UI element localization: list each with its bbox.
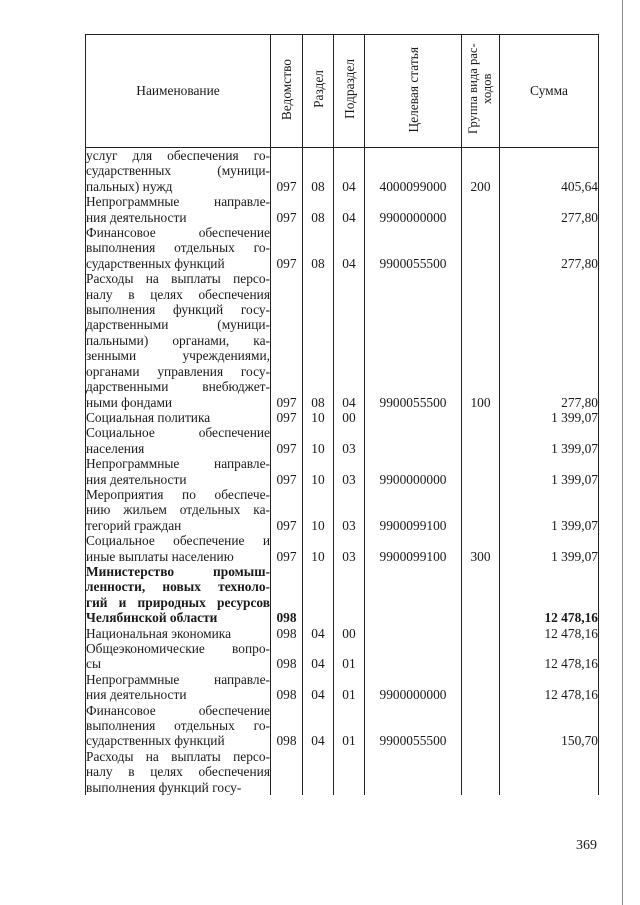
name-line: гий и природных ресурсов	[86, 594, 270, 610]
cell-expense-group: 200	[462, 148, 500, 195]
cell-subsection	[334, 564, 365, 626]
name-line: населения	[86, 440, 145, 456]
header-name: Наименование	[86, 35, 271, 148]
cell-sum: 1 399,07	[500, 410, 599, 425]
name-line: Челябинской области	[86, 610, 218, 626]
cell-section: 08	[303, 148, 334, 195]
cell-subsection: 01	[334, 672, 365, 703]
table-row	[86, 626, 599, 641]
cell-section	[303, 749, 334, 795]
header-subsection: Подраздел	[334, 35, 365, 148]
name-line: Расходы на выплаты персо-	[86, 748, 270, 764]
cell-target	[365, 749, 462, 795]
cell-department	[271, 749, 303, 795]
cell-subsection: 03	[334, 425, 365, 456]
cell-subsection: 01	[334, 641, 365, 672]
cell-subsection: 04	[334, 194, 365, 225]
name-line: налу в целях обеспечения	[86, 286, 270, 302]
cell-subsection: 01	[334, 703, 365, 749]
table-row	[86, 703, 599, 749]
cell-subsection	[334, 749, 365, 795]
name-line: сударственных функций	[86, 733, 225, 749]
cell-department: 097	[271, 194, 303, 225]
name-line: тегорий граждан	[86, 517, 182, 533]
cell-name	[86, 425, 271, 456]
cell-sum: 277,80	[500, 194, 599, 225]
table-row	[86, 564, 599, 626]
cell-expense-group	[462, 225, 500, 271]
table-row	[86, 225, 599, 271]
name-line: нию жильем отдельных ка-	[86, 502, 270, 518]
cell-expense-group	[462, 672, 500, 703]
name-line: пальных) нужд	[86, 178, 173, 194]
header-target: Целевая статья	[365, 35, 462, 148]
name-line: Непрограммные направле-	[86, 456, 270, 472]
name-line: сударственных (муници-	[86, 163, 270, 179]
name-line: выполнения отдельных го-	[86, 240, 270, 256]
cell-sum: 12 478,16	[500, 641, 599, 672]
name-line: Расходы на выплаты персо-	[86, 271, 270, 287]
table-row	[86, 148, 599, 195]
cell-expense-group	[462, 456, 500, 487]
name-line: Непрограммные направле-	[86, 671, 270, 687]
cell-expense-group	[462, 425, 500, 456]
cell-sum: 277,80	[500, 225, 599, 271]
name-line: органами управления госу-	[86, 363, 270, 379]
cell-name	[86, 533, 271, 564]
cell-name	[86, 456, 271, 487]
page-edge-line	[622, 0, 623, 905]
cell-section: 10	[303, 410, 334, 425]
cell-subsection: 00	[334, 410, 365, 425]
cell-target: 9900055500	[365, 225, 462, 271]
cell-section: 08	[303, 225, 334, 271]
cell-section: 10	[303, 533, 334, 564]
cell-section: 08	[303, 271, 334, 410]
cell-subsection: 04	[334, 271, 365, 410]
name-line: ния деятельности	[86, 687, 187, 703]
name-line: иные выплаты населению	[86, 548, 234, 564]
name-line: Национальная экономика	[86, 625, 232, 641]
name-line: Финансовое обеспечение	[86, 225, 270, 241]
cell-name	[86, 148, 271, 195]
cell-department: 098	[271, 626, 303, 641]
cell-section	[303, 564, 334, 626]
cell-sum: 12 478,16	[500, 672, 599, 703]
table-row	[86, 672, 599, 703]
cell-sum: 1 399,07	[500, 487, 599, 533]
header-department: Ведомство	[271, 35, 303, 148]
name-line: сударственных функций	[86, 255, 225, 271]
name-line: зенными учреждениями,	[86, 348, 270, 364]
cell-name	[86, 749, 271, 795]
cell-target	[365, 564, 462, 626]
cell-sum	[500, 749, 599, 795]
cell-section: 08	[303, 194, 334, 225]
cell-name	[86, 410, 271, 425]
cell-target	[365, 425, 462, 456]
cell-sum: 150,70	[500, 703, 599, 749]
name-line: выполнения функций госу-	[86, 302, 270, 318]
table-row	[86, 749, 599, 795]
name-line: Социальное обеспечение и	[86, 533, 270, 549]
cell-department: 097	[271, 410, 303, 425]
cell-section: 10	[303, 487, 334, 533]
cell-sum: 277,80	[500, 271, 599, 410]
cell-name	[86, 271, 271, 410]
name-line: Непрограммные направле-	[86, 194, 270, 210]
cell-target: 9900055500	[365, 703, 462, 749]
cell-department: 097	[271, 456, 303, 487]
cell-subsection: 03	[334, 533, 365, 564]
name-line: Мероприятия по обеспече-	[86, 486, 270, 502]
cell-department: 097	[271, 271, 303, 410]
name-line: дарственными (муници-	[86, 317, 270, 333]
name-line: Социальное обеспечение	[86, 425, 270, 441]
name-line: ленности, новых техноло-	[86, 579, 270, 595]
cell-name	[86, 194, 271, 225]
cell-name	[86, 641, 271, 672]
cell-subsection: 03	[334, 456, 365, 487]
name-line: дарственными внебюджет-	[86, 379, 270, 395]
cell-target: 9900055500	[365, 271, 462, 410]
cell-target: 9900099100	[365, 533, 462, 564]
cell-subsection: 04	[334, 225, 365, 271]
table-row	[86, 533, 599, 564]
name-line: сы	[86, 656, 101, 672]
cell-expense-group	[462, 564, 500, 626]
table-body	[86, 148, 599, 796]
name-line: выполнения отдельных го-	[86, 718, 270, 734]
table-header-row	[86, 35, 599, 148]
table-row	[86, 410, 599, 425]
name-line: Министерство промыш-	[86, 563, 270, 579]
name-line: выполнения функций госу-	[86, 779, 242, 795]
cell-expense-group: 300	[462, 533, 500, 564]
name-line: ния деятельности	[86, 471, 187, 487]
cell-target	[365, 626, 462, 641]
name-line: налу в целях обеспечения	[86, 764, 270, 780]
cell-expense-group	[462, 410, 500, 425]
cell-name	[86, 703, 271, 749]
cell-name	[86, 672, 271, 703]
cell-section: 10	[303, 456, 334, 487]
cell-name	[86, 225, 271, 271]
cell-target: 9900099100	[365, 487, 462, 533]
cell-target: 9900000000	[365, 672, 462, 703]
name-line: Социальная политика	[86, 409, 211, 425]
cell-subsection: 04	[334, 148, 365, 195]
cell-expense-group	[462, 626, 500, 641]
cell-expense-group	[462, 194, 500, 225]
cell-department: 098	[271, 703, 303, 749]
cell-target: 4000099000	[365, 148, 462, 195]
cell-expense-group	[462, 641, 500, 672]
table-row	[86, 456, 599, 487]
name-line: ния деятельности	[86, 209, 187, 225]
table-row	[86, 271, 599, 410]
cell-section: 04	[303, 672, 334, 703]
table-row	[86, 425, 599, 456]
name-line: Общеэкономические вопро-	[86, 641, 270, 656]
cell-target	[365, 641, 462, 672]
cell-subsection: 03	[334, 487, 365, 533]
cell-department: 097	[271, 225, 303, 271]
budget-table	[85, 34, 599, 795]
name-line: Финансовое обеспечение	[86, 702, 270, 718]
cell-sum: 1 399,07	[500, 533, 599, 564]
cell-section: 04	[303, 626, 334, 641]
cell-section: 04	[303, 703, 334, 749]
cell-name	[86, 564, 271, 626]
cell-section: 10	[303, 425, 334, 456]
cell-expense-group: 100	[462, 271, 500, 410]
table-row	[86, 194, 599, 225]
cell-department: 097	[271, 487, 303, 533]
cell-department: 098	[271, 641, 303, 672]
cell-target	[365, 410, 462, 425]
cell-sum: 12 478,16	[500, 564, 599, 626]
cell-target: 9900000000	[365, 194, 462, 225]
header-section: Раздел	[303, 35, 334, 148]
name-line: услуг для обеспечения го-	[86, 148, 270, 163]
cell-expense-group	[462, 487, 500, 533]
header-expense-group: Группа вида рас- ходов	[462, 35, 500, 148]
table-row	[86, 487, 599, 533]
cell-expense-group	[462, 749, 500, 795]
cell-department: 097	[271, 425, 303, 456]
cell-subsection: 00	[334, 626, 365, 641]
page-number: 369	[576, 838, 597, 853]
cell-department: 097	[271, 148, 303, 195]
name-line: ными фондами	[86, 394, 173, 410]
cell-department: 098	[271, 672, 303, 703]
cell-sum: 1 399,07	[500, 456, 599, 487]
cell-section: 04	[303, 641, 334, 672]
cell-name	[86, 626, 271, 641]
cell-sum: 12 478,16	[500, 626, 599, 641]
header-sum: Сумма	[500, 35, 599, 148]
cell-sum: 1 399,07	[500, 425, 599, 456]
table-row	[86, 641, 599, 672]
cell-name	[86, 487, 271, 533]
cell-department: 097	[271, 533, 303, 564]
name-line: пальными) органами, ка-	[86, 332, 270, 348]
cell-sum: 405,64	[500, 148, 599, 195]
cell-target: 9900000000	[365, 456, 462, 487]
cell-department: 098	[271, 564, 303, 626]
cell-expense-group	[462, 703, 500, 749]
